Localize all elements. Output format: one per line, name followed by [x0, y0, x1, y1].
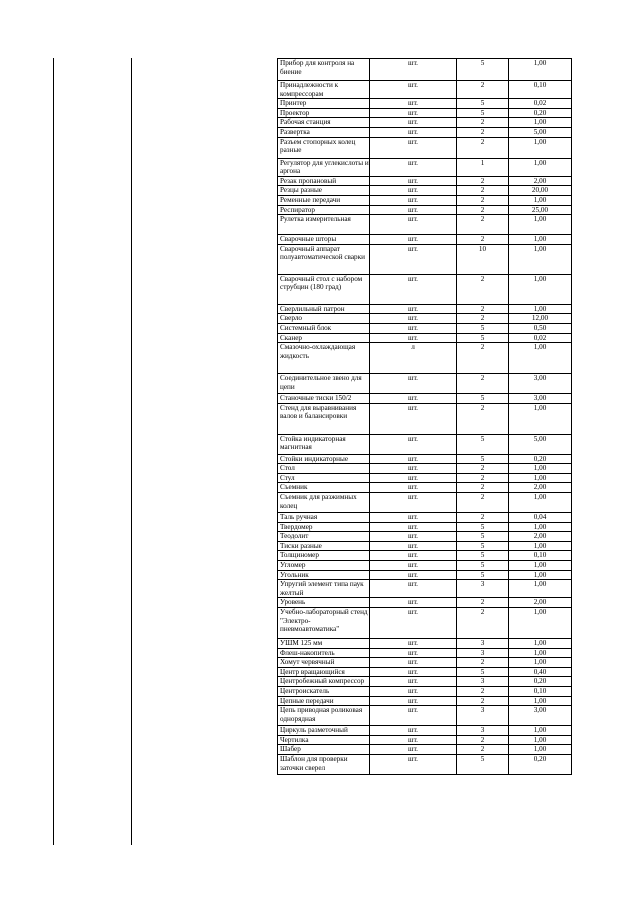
item-name-cell: Толщиномер [278, 551, 370, 561]
value-cell: 1,00 [509, 658, 572, 668]
value-cell: 3,00 [509, 394, 572, 404]
unit-cell: шт. [370, 648, 457, 658]
value-cell: 2,00 [509, 483, 572, 493]
unit-cell: шт. [370, 667, 457, 677]
unit-cell: шт. [370, 118, 457, 128]
quantity-cell: 3 [457, 648, 509, 658]
value-cell: 1,00 [509, 403, 572, 434]
value-cell: 25,00 [509, 205, 572, 215]
item-name-cell: Сканер [278, 333, 370, 343]
table-row [278, 493, 572, 513]
table-row [278, 434, 572, 454]
value-cell: 0,50 [509, 323, 572, 333]
table-row [278, 333, 572, 343]
value-cell: 1,00 [509, 118, 572, 128]
item-name-cell: Станочные тиски 150/2 [278, 394, 370, 404]
table-row [278, 570, 572, 580]
unit-cell: шт. [370, 686, 457, 696]
item-name-cell: Угольник [278, 570, 370, 580]
quantity-cell: 5 [457, 667, 509, 677]
quantity-cell: 1 [457, 158, 509, 176]
quantity-cell: 2 [457, 403, 509, 434]
quantity-cell: 2 [457, 274, 509, 304]
quantity-cell: 5 [457, 561, 509, 571]
item-name-cell: Стойка индикаторная магнитная [278, 434, 370, 454]
item-name-cell: Разъем стопорных колец разные [278, 137, 370, 158]
left-column-divider [131, 58, 132, 845]
value-cell: 0,04 [509, 513, 572, 523]
item-name-cell: Смазочно-охлаждающая жидкость [278, 343, 370, 374]
table-row [278, 696, 572, 706]
table-row [278, 541, 572, 551]
value-cell: 2,00 [509, 598, 572, 608]
quantity-cell: 5 [457, 551, 509, 561]
unit-cell: шт. [370, 483, 457, 493]
unit-cell: шт. [370, 314, 457, 324]
table-row [278, 454, 572, 464]
value-cell: 1,00 [509, 244, 572, 274]
item-name-cell: Тиски разные [278, 541, 370, 551]
table-row [278, 677, 572, 687]
value-cell: 1,00 [509, 158, 572, 176]
value-cell: 1,00 [509, 235, 572, 245]
value-cell: 1,00 [509, 343, 572, 374]
table-row [278, 99, 572, 109]
unit-cell: шт. [370, 677, 457, 687]
quantity-cell: 2 [457, 745, 509, 755]
item-name-cell: УШМ 125 мм [278, 639, 370, 649]
value-cell: 12,00 [509, 314, 572, 324]
unit-cell: шт. [370, 735, 457, 745]
table-row [278, 127, 572, 137]
table-row [278, 394, 572, 404]
quantity-cell: 2 [457, 343, 509, 374]
unit-cell: шт. [370, 473, 457, 483]
value-cell: 1,00 [509, 464, 572, 474]
unit-cell: шт. [370, 304, 457, 314]
table-row [278, 667, 572, 677]
quantity-cell: 5 [457, 333, 509, 343]
table-row [278, 513, 572, 523]
unit-cell: шт. [370, 333, 457, 343]
value-cell: 1,00 [509, 59, 572, 81]
table-row [278, 522, 572, 532]
quantity-cell: 5 [457, 394, 509, 404]
value-cell: 0,02 [509, 333, 572, 343]
quantity-cell: 5 [457, 754, 509, 774]
unit-cell: шт. [370, 215, 457, 235]
table-row [278, 598, 572, 608]
value-cell: 0,10 [509, 551, 572, 561]
table-row [278, 314, 572, 324]
quantity-cell: 2 [457, 235, 509, 245]
item-name-cell: Твердомер [278, 522, 370, 532]
value-cell: 0,20 [509, 754, 572, 774]
unit-cell: шт. [370, 158, 457, 176]
value-cell: 1,00 [509, 195, 572, 205]
quantity-cell: 2 [457, 127, 509, 137]
value-cell: 0,10 [509, 81, 572, 99]
table-row [278, 274, 572, 304]
value-cell: 1,00 [509, 493, 572, 513]
value-cell: 3,00 [509, 374, 572, 394]
table-row [278, 176, 572, 186]
item-name-cell: Центр вращающийся [278, 667, 370, 677]
value-cell: 2,00 [509, 176, 572, 186]
table-row [278, 658, 572, 668]
unit-cell: шт. [370, 522, 457, 532]
table-row [278, 735, 572, 745]
item-name-cell: Рабочая станция [278, 118, 370, 128]
unit-cell: шт. [370, 658, 457, 668]
item-name-cell: Хомут червячный [278, 658, 370, 668]
item-name-cell: Принадлежности к компрессорам [278, 81, 370, 99]
value-cell: 1,00 [509, 304, 572, 314]
item-name-cell: Центробежный компрессор [278, 677, 370, 687]
unit-cell: л [370, 343, 457, 374]
table-row [278, 118, 572, 128]
unit-cell: шт. [370, 745, 457, 755]
table-row [278, 59, 572, 81]
unit-cell: шт. [370, 394, 457, 404]
item-name-cell: Прибор для контроля на биение [278, 59, 370, 81]
unit-cell: шт. [370, 570, 457, 580]
value-cell: 0,10 [509, 686, 572, 696]
quantity-cell: 2 [457, 215, 509, 235]
quantity-cell: 2 [457, 513, 509, 523]
quantity-cell: 2 [457, 598, 509, 608]
unit-cell: шт. [370, 754, 457, 774]
value-cell: 0,02 [509, 99, 572, 109]
unit-cell: шт. [370, 706, 457, 726]
quantity-cell: 5 [457, 99, 509, 109]
quantity-cell: 2 [457, 686, 509, 696]
quantity-cell: 2 [457, 735, 509, 745]
item-name-cell: Центроискатель [278, 686, 370, 696]
unit-cell: шт. [370, 696, 457, 706]
value-cell: 0,20 [509, 454, 572, 464]
unit-cell: шт. [370, 454, 457, 464]
table-row [278, 343, 572, 374]
quantity-cell: 2 [457, 81, 509, 99]
table-row [278, 580, 572, 598]
item-name-cell: Съемник для разжимных колец [278, 493, 370, 513]
table-row [278, 244, 572, 274]
table-row [278, 195, 572, 205]
value-cell: 5,00 [509, 127, 572, 137]
value-cell: 0,40 [509, 667, 572, 677]
unit-cell: шт. [370, 205, 457, 215]
quantity-cell: 5 [457, 323, 509, 333]
item-name-cell: Циркуль разметочный [278, 726, 370, 736]
table-row [278, 403, 572, 434]
table-row [278, 608, 572, 639]
item-name-cell: Сварочный стол с набором струбцин (180 град) [278, 274, 370, 304]
item-name-cell: Стул [278, 473, 370, 483]
table-row [278, 473, 572, 483]
unit-cell: шт. [370, 108, 457, 118]
quantity-cell: 2 [457, 608, 509, 639]
unit-cell: шт. [370, 235, 457, 245]
quantity-cell: 2 [457, 137, 509, 158]
item-name-cell: Сварочный аппарат полуавтоматической сварки [278, 244, 370, 274]
item-name-cell: Респиратор [278, 205, 370, 215]
table-row [278, 215, 572, 235]
unit-cell: шт. [370, 532, 457, 542]
table-row [278, 323, 572, 333]
quantity-cell: 2 [457, 464, 509, 474]
item-name-cell: Сверлильный патрон [278, 304, 370, 314]
quantity-cell: 2 [457, 374, 509, 394]
table-row [278, 639, 572, 649]
item-name-cell: Резак пропановый [278, 176, 370, 186]
unit-cell: шт. [370, 561, 457, 571]
value-cell: 3,00 [509, 706, 572, 726]
value-cell: 2,00 [509, 532, 572, 542]
quantity-cell: 2 [457, 195, 509, 205]
item-name-cell: Принтер [278, 99, 370, 109]
quantity-cell: 3 [457, 580, 509, 598]
value-cell: 1,00 [509, 137, 572, 158]
table-row [278, 706, 572, 726]
item-name-cell: Проектор [278, 108, 370, 118]
quantity-cell: 2 [457, 493, 509, 513]
value-cell: 1,00 [509, 215, 572, 235]
quantity-cell: 2 [457, 118, 509, 128]
value-cell: 1,00 [509, 541, 572, 551]
value-cell: 1,00 [509, 639, 572, 649]
quantity-cell: 2 [457, 696, 509, 706]
item-name-cell: Уровень [278, 598, 370, 608]
value-cell: 1,00 [509, 696, 572, 706]
unit-cell: шт. [370, 726, 457, 736]
value-cell: 20,00 [509, 186, 572, 196]
item-name-cell: Регулятор для углекислоты и аргона [278, 158, 370, 176]
unit-cell: шт. [370, 541, 457, 551]
unit-cell: шт. [370, 323, 457, 333]
unit-cell: шт. [370, 81, 457, 99]
quantity-cell: 5 [457, 522, 509, 532]
value-cell: 0,20 [509, 677, 572, 687]
quantity-cell: 10 [457, 244, 509, 274]
value-cell: 5,00 [509, 434, 572, 454]
item-name-cell: Упругий элемент типа паук желтый [278, 580, 370, 598]
unit-cell: шт. [370, 513, 457, 523]
table-row [278, 81, 572, 99]
item-name-cell: Развертка [278, 127, 370, 137]
item-name-cell: Таль ручная [278, 513, 370, 523]
unit-cell: шт. [370, 580, 457, 598]
table-row [278, 686, 572, 696]
table-row [278, 235, 572, 245]
quantity-cell: 5 [457, 532, 509, 542]
item-name-cell: Сверло [278, 314, 370, 324]
item-name-cell: Угломер [278, 561, 370, 571]
table-row [278, 551, 572, 561]
table-row [278, 754, 572, 774]
quantity-cell: 5 [457, 59, 509, 81]
item-name-cell: Шаблон для проверки заточки сверел [278, 754, 370, 774]
table-row [278, 186, 572, 196]
quantity-cell: 3 [457, 639, 509, 649]
quantity-cell: 2 [457, 483, 509, 493]
unit-cell: шт. [370, 598, 457, 608]
item-name-cell: Системный блок [278, 323, 370, 333]
value-cell: 1,00 [509, 745, 572, 755]
quantity-cell: 2 [457, 304, 509, 314]
unit-cell: шт. [370, 434, 457, 454]
item-name-cell: Шабер [278, 745, 370, 755]
item-name-cell: Резцы разные [278, 186, 370, 196]
unit-cell: шт. [370, 608, 457, 639]
table-row [278, 304, 572, 314]
unit-cell: шт. [370, 99, 457, 109]
quantity-cell: 2 [457, 205, 509, 215]
equipment-table [277, 58, 572, 775]
unit-cell: шт. [370, 137, 457, 158]
equipment-table-body [278, 59, 572, 775]
quantity-cell: 5 [457, 434, 509, 454]
table-row [278, 561, 572, 571]
unit-cell: шт. [370, 493, 457, 513]
quantity-cell: 5 [457, 108, 509, 118]
unit-cell: шт. [370, 127, 457, 137]
table-row [278, 374, 572, 394]
table-row [278, 648, 572, 658]
unit-cell: шт. [370, 59, 457, 81]
left-column-border [53, 58, 54, 845]
item-name-cell: Флеш-накопитель [278, 648, 370, 658]
table-row [278, 108, 572, 118]
unit-cell: шт. [370, 639, 457, 649]
quantity-cell: 3 [457, 706, 509, 726]
value-cell: 1,00 [509, 570, 572, 580]
value-cell: 1,00 [509, 648, 572, 658]
item-name-cell: Ременные передачи [278, 195, 370, 205]
table-row [278, 745, 572, 755]
item-name-cell: Цепь приводная роликовая однорядная [278, 706, 370, 726]
unit-cell: шт. [370, 244, 457, 274]
unit-cell: шт. [370, 186, 457, 196]
item-name-cell: Теодолит [278, 532, 370, 542]
quantity-cell: 3 [457, 726, 509, 736]
table-row [278, 137, 572, 158]
item-name-cell: Соединительное звено для цепи [278, 374, 370, 394]
quantity-cell: 2 [457, 176, 509, 186]
unit-cell: шт. [370, 195, 457, 205]
item-name-cell: Стол [278, 464, 370, 474]
quantity-cell: 5 [457, 454, 509, 464]
quantity-cell: 2 [457, 473, 509, 483]
table-row [278, 532, 572, 542]
value-cell: 0,20 [509, 108, 572, 118]
item-name-cell: Цепные передачи [278, 696, 370, 706]
item-name-cell: Чертилка [278, 735, 370, 745]
quantity-cell: 5 [457, 541, 509, 551]
quantity-cell: 2 [457, 314, 509, 324]
item-name-cell: Съемник [278, 483, 370, 493]
item-name-cell: Рулетка измерительная [278, 215, 370, 235]
quantity-cell: 2 [457, 658, 509, 668]
unit-cell: шт. [370, 176, 457, 186]
unit-cell: шт. [370, 551, 457, 561]
item-name-cell: Стойки индикаторные [278, 454, 370, 464]
table-row [278, 205, 572, 215]
table-row [278, 483, 572, 493]
quantity-cell: 2 [457, 186, 509, 196]
table-row [278, 464, 572, 474]
quantity-cell: 3 [457, 677, 509, 687]
table-row [278, 726, 572, 736]
unit-cell: шт. [370, 403, 457, 434]
value-cell: 1,00 [509, 274, 572, 304]
item-name-cell: Учебно-лабораторный стенд "Электро-пневмоавтоматика" [278, 608, 370, 639]
unit-cell: шт. [370, 274, 457, 304]
value-cell: 1,00 [509, 580, 572, 598]
value-cell: 1,00 [509, 735, 572, 745]
value-cell: 1,00 [509, 473, 572, 483]
unit-cell: шт. [370, 464, 457, 474]
value-cell: 1,00 [509, 608, 572, 639]
unit-cell: шт. [370, 374, 457, 394]
value-cell: 1,00 [509, 522, 572, 532]
value-cell: 1,00 [509, 561, 572, 571]
quantity-cell: 5 [457, 570, 509, 580]
item-name-cell: Сварочные шторы [278, 235, 370, 245]
value-cell: 1,00 [509, 726, 572, 736]
table-row [278, 158, 572, 176]
item-name-cell: Стенд для выравнивания валов и балансировки [278, 403, 370, 434]
